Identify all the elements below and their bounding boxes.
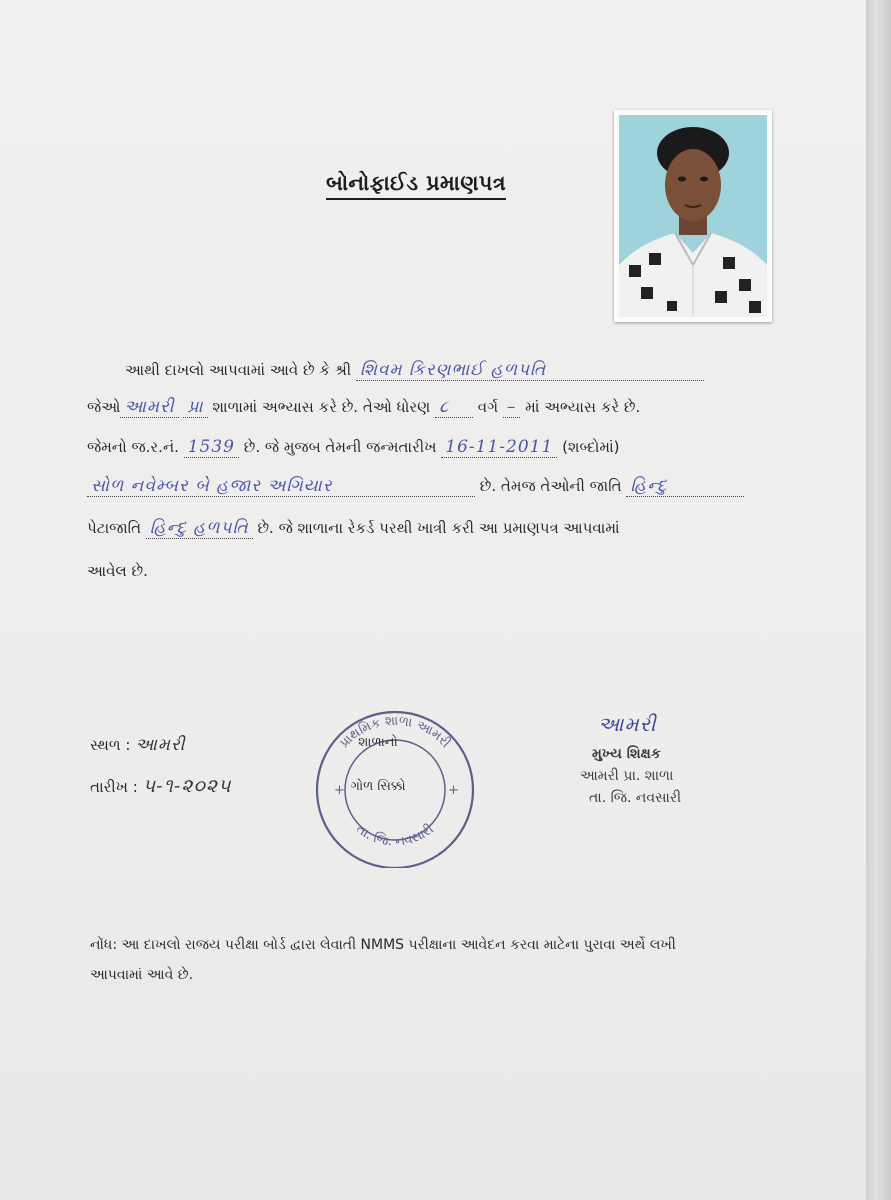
- line2-prefix: જેઓ: [87, 398, 121, 416]
- svg-text:+: +: [334, 783, 345, 798]
- certificate-line-5: [87, 518, 620, 538]
- certificate-line-4: [87, 476, 744, 497]
- principal-district: તા. જિ. નવસારી: [589, 790, 682, 806]
- line2-mid: શાળામાં અભ્યાસ કરે છે. તેઓ ધોરણ: [212, 398, 431, 416]
- line5-suffix: છે. જે શાળાના રેકર્ડ પરથી ખાત્રી કરી આ પ્રમાણપત્ર આપવામાં: [257, 519, 620, 537]
- paper-edge: [866, 0, 891, 1200]
- caste: હિન્દુ: [626, 476, 744, 497]
- place-value: આમરી: [135, 735, 186, 755]
- certificate-line-2: [87, 397, 640, 418]
- division: –: [503, 397, 521, 418]
- school-type: પ્રા: [183, 397, 207, 418]
- stamp-center-bottom: ગોળ સિક્કો: [350, 779, 406, 794]
- birth-date: 16-11-2011: [441, 437, 557, 458]
- birth-date-words: સોળ નવેમ્બર બે હજાર અગિયાર: [87, 476, 475, 497]
- certificate-line-6: આવેલ છે.: [87, 562, 148, 580]
- gr-number: 1539: [184, 437, 239, 458]
- line1-prefix: આથી દાખલો આપવામાં આવે છે કે શ્રી: [125, 361, 352, 379]
- sub-caste: હિન્દુ હળપતિ: [146, 518, 253, 539]
- certificate-line-3: [87, 437, 619, 457]
- note-line-1: નોંધ: આ દાખલો રાજય પરીક્ષા બોર્ડ દ્વારા લેવાતી NMMS પરીક્ષાના આવેદન કરવા માટેના પુરાવા અર્થે લખી: [90, 937, 676, 953]
- line4-mid: છે. તેમજ તેઓની જાતિ: [479, 477, 622, 495]
- place-row: [90, 735, 186, 755]
- line3-mid: છે. જે મુજબ તેમની જન્મતારીખ: [243, 438, 437, 456]
- student-name: શિવમ કિરણભાઈ હળપતિ: [356, 360, 704, 381]
- standard: ૮: [435, 397, 473, 418]
- svg-text:+: +: [448, 783, 459, 798]
- student-photo: [614, 110, 772, 322]
- principal-signature: આમરી: [598, 712, 657, 736]
- principal-title: મુખ્ય શિક્ષક: [592, 746, 661, 762]
- stamp-center-top: શાળાનો: [358, 735, 398, 750]
- svg-text:તા. જિ. નવસારી: [353, 821, 437, 850]
- line2-suffix: માં અભ્યાસ કરે છે.: [525, 398, 641, 416]
- certificate-title: બોનોફાઈડ પ્રમાણપત્ર: [326, 171, 506, 200]
- stamp-ring-top: પ્રાથમિક શાળા આમરી: [337, 713, 454, 752]
- line3-suffix: (શબ્દોમાં): [562, 438, 620, 456]
- note-line-2: આપવામાં આવે છે.: [90, 967, 194, 983]
- class-label: વર્ગ: [477, 398, 499, 416]
- line5-prefix: પેટાજાતિ: [87, 519, 142, 537]
- place-label: સ્થળ :: [90, 736, 131, 754]
- certificate-line-1: [125, 360, 704, 381]
- date-label: તારીખ :: [90, 778, 138, 796]
- stamp-ring-bottom: તા. જિ. નવસારી: [353, 821, 437, 850]
- school-village: આમરી: [120, 397, 178, 418]
- date-row: [90, 775, 231, 797]
- line3-prefix: જેમનો જ.ર.નં.: [87, 438, 179, 456]
- certificate-note: [90, 930, 750, 990]
- school-round-stamp: [310, 708, 480, 872]
- principal-school: આમરી પ્રા. શાળા: [580, 768, 674, 784]
- date-value: ૫-૧-૨૦૨૫: [142, 775, 232, 797]
